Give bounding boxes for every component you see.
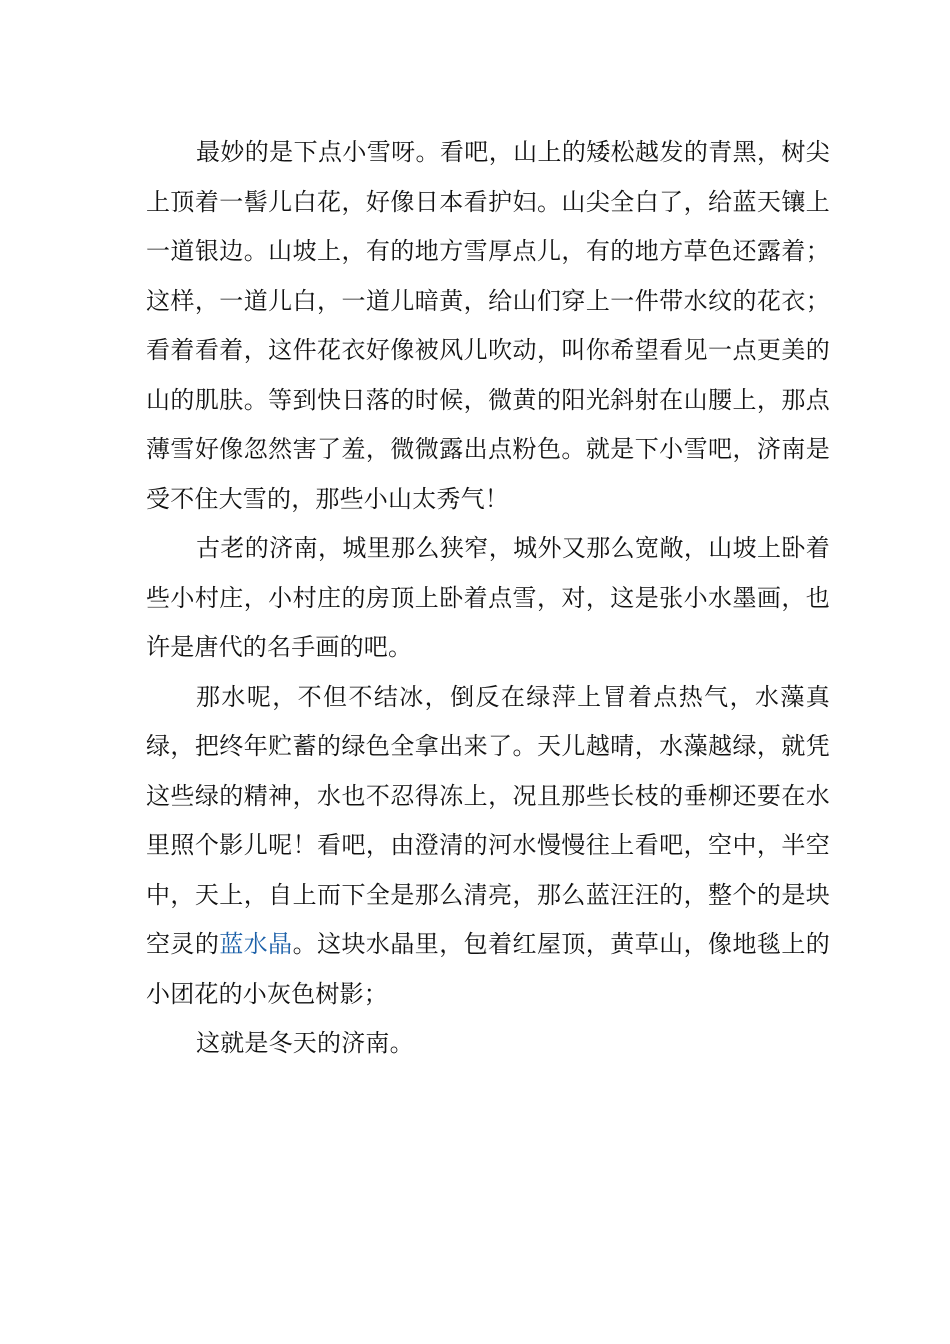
paragraph-light-snow: 最妙的是下点小雪呀。看吧，山上的矮松越发的青黑，树尖上顶着一髻儿白花，好像日本看护妇。山尖全白了，给蓝天镶上一道银边。山坡上，有的地方雪厚点儿，有的地方草色还露着；这样，一道儿白，一道儿暗黄，给山们穿上一件带水纹的花衣；看着看着，这件花衣好像被风儿吹动，叫你希望看见一点更美的山的肌肤。等到快日落的时候，微黄的阳光斜射在山腰上，那点薄雪好像忽然害了羞，微微露出点粉色。就是下小雪吧，济南是受不住大雪的，那些小山太秀气！: [146, 138, 830, 513]
paragraph-water: [146, 673, 830, 1020]
paragraph-old-jinan: 古老的济南，城里那么狭窄，城外又那么宽敞，山坡上卧着些小村庄，小村庄的房顶上卧着点雪，对，这是张小水墨画，也许是唐代的名手画的吧。: [146, 534, 830, 661]
paragraph-water-text-after: 。这块水晶里，包着红屋顶，黄草山，像地毯上的小团花的小灰色树影；: [146, 930, 830, 1008]
paragraph-closing: 这就是冬天的济南。: [196, 1029, 414, 1057]
blue-crystal-link[interactable]: 蓝水晶: [219, 930, 293, 958]
paragraph-water-text-before: 那水呢，不但不结冰，倒反在绿萍上冒着点热气，水藻真绿，把终年贮蓄的绿色全拿出来了。天儿越晴，水藻越绿，就凭这些绿的精神，水也不忍得冻上，况且那些长枝的垂柳还要在水里照个影儿呢！看吧，由澄清的河水慢慢往上看吧，空中，半空中，天上，自上而下全是那么清亮，那么蓝汪汪的，整个的是块空灵的: [146, 682, 830, 958]
